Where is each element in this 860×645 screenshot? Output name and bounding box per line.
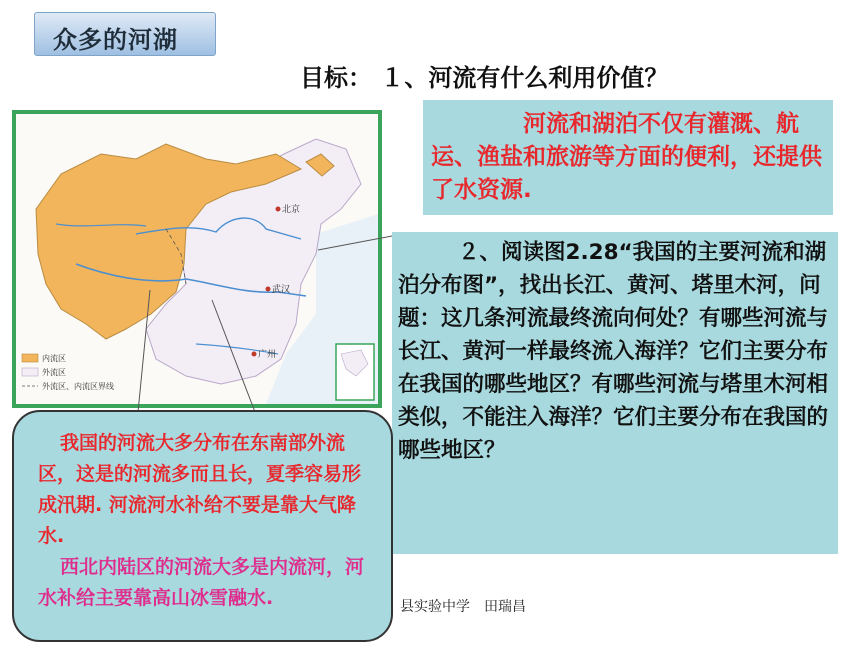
answer-box-2: [12, 410, 393, 642]
question-2-text: ２、阅读图2.28“我国的主要河流和湖泊分布图”，找出长江、黄河、塔里木河，问题：这几条河流最终流向何处？有哪些河流与长江、黄河一样最终流入海洋？它们主要分布在我国的哪些地区？有哪些河流与塔里木河相类似，不能注入海洋？它们主要分布在我国的哪些地区？: [398, 240, 829, 463]
legend-item: 外流区、内流区界线: [42, 382, 114, 391]
map-city-label: 武汉: [272, 285, 291, 295]
legend-item: 内流区: [42, 354, 66, 363]
answer-2-paragraph-2: 西北内陆区的河流大多是内流河，河水补给主要靠高山冰雪融水.: [38, 556, 365, 609]
footer-credit: 县实验中学 田瑞昌: [400, 599, 526, 615]
question-box-2: [392, 232, 838, 554]
map-city-label: 北京: [282, 205, 301, 215]
map-city-label: 广州: [258, 350, 277, 360]
answer-1-text: 河流和湖泊不仅有灌溉、航运、渔盐和旅游等方面的便利，还提供了水资源.: [431, 111, 822, 203]
section-title: 众多的河湖: [53, 26, 178, 54]
answer-2-paragraph-1: 我国的河流大多分布在东南部外流区，这是的河流多而且长，夏季容易形成汛期. 河流河水补给不要是靠大气降水.: [38, 432, 362, 547]
answer-box-1: [423, 100, 833, 215]
goal-heading: 目标： １、河流有什么利用价值？: [300, 63, 669, 92]
legend-item: 外流区: [42, 368, 66, 377]
